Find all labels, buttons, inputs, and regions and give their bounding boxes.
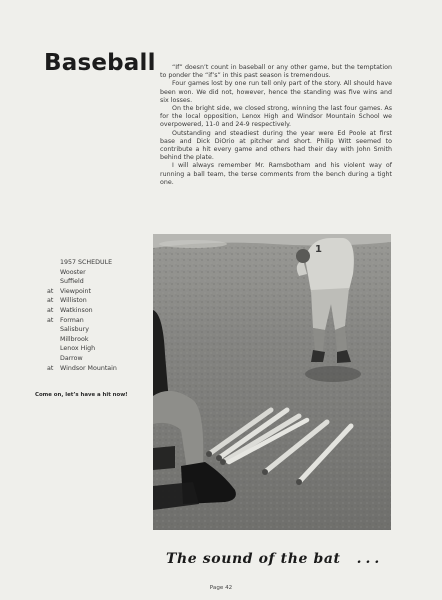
schedule-prefix: at	[47, 287, 54, 295]
page-title: Baseball	[44, 50, 156, 76]
schedule-opponent: Forman	[60, 316, 84, 324]
schedule-prefix	[47, 335, 60, 345]
schedule-row	[47, 306, 147, 316]
schedule-row	[47, 335, 147, 345]
schedule-list	[47, 258, 147, 373]
tagline-dots: ...	[356, 551, 384, 567]
schedule-opponent: Windsor Mountain	[60, 364, 117, 372]
schedule-prefix	[47, 268, 60, 278]
baseball-photo	[153, 234, 391, 530]
story-paragraph: “If” doesn’t count in baseball or any other game, but the temptation to ponder the “if’s” in this past season is tremendous.	[160, 64, 392, 80]
jersey-number: 1	[315, 244, 322, 255]
schedule-prefix: at	[47, 297, 54, 305]
schedule-row	[47, 344, 147, 354]
story-paragraph: Outstanding and steadiest during the year were Ed Poole at first base and Dick DiOrio at pitcher and short. Philip Witt seemed to contribute a hit every game and others had their day with John Smith behind the plate.	[160, 129, 392, 162]
tagline-text: The sound of the bat	[166, 551, 341, 567]
schedule-opponent: Viewpoint	[60, 287, 92, 295]
schedule-opponent: Wooster	[60, 268, 86, 276]
schedule-opponent: Williston	[60, 297, 87, 305]
page-number: Page 42	[209, 585, 233, 591]
schedule-row	[47, 287, 147, 297]
schedule-opponent: Lenox High	[60, 345, 96, 353]
schedule-prefix: at	[47, 306, 54, 314]
tagline	[166, 551, 383, 567]
schedule-opponent: Watkinson	[60, 306, 93, 314]
schedule-row	[47, 296, 147, 306]
schedule-row	[47, 268, 147, 278]
schedule-prefix	[47, 344, 60, 354]
schedule-prefix	[47, 277, 60, 287]
schedule-prefix: at	[47, 364, 54, 372]
schedule-prefix	[47, 354, 60, 364]
schedule-row	[47, 325, 147, 335]
schedule-row	[47, 316, 147, 326]
schedule-prefix	[47, 325, 60, 335]
schedule-prefix: at	[47, 316, 54, 324]
schedule-row	[47, 364, 147, 374]
story-paragraph: On the bright side, we closed strong, winning the last four games. As for the local opposition, Lenox High and Windsor Mountain School we overpowered, 11-0 and 24-9 respectively.	[160, 105, 392, 129]
schedule-opponent: Darrow	[60, 354, 83, 362]
schedule-row	[47, 277, 147, 287]
story-paragraph: I will always remember Mr. Ramsbotham and his violent way of running a ball team, the terse comments from the bench during a tight one.	[160, 162, 392, 186]
photo-caption: Come on, let’s have a hit now!	[35, 392, 128, 398]
baseball-photo-illustration	[153, 234, 391, 530]
schedule-row	[47, 354, 147, 364]
schedule-opponent: Millbrook	[60, 335, 89, 343]
story-text	[160, 64, 392, 187]
schedule-opponent: Suffield	[60, 278, 84, 286]
story-paragraph: Four games lost by one run tell only part of the story. All should have been won. We did not, however, hence the standing was five wins and six losses.	[160, 80, 392, 104]
schedule-opponent: Salisbury	[60, 326, 89, 334]
schedule-title: 1957 SCHEDULE	[60, 259, 113, 266]
